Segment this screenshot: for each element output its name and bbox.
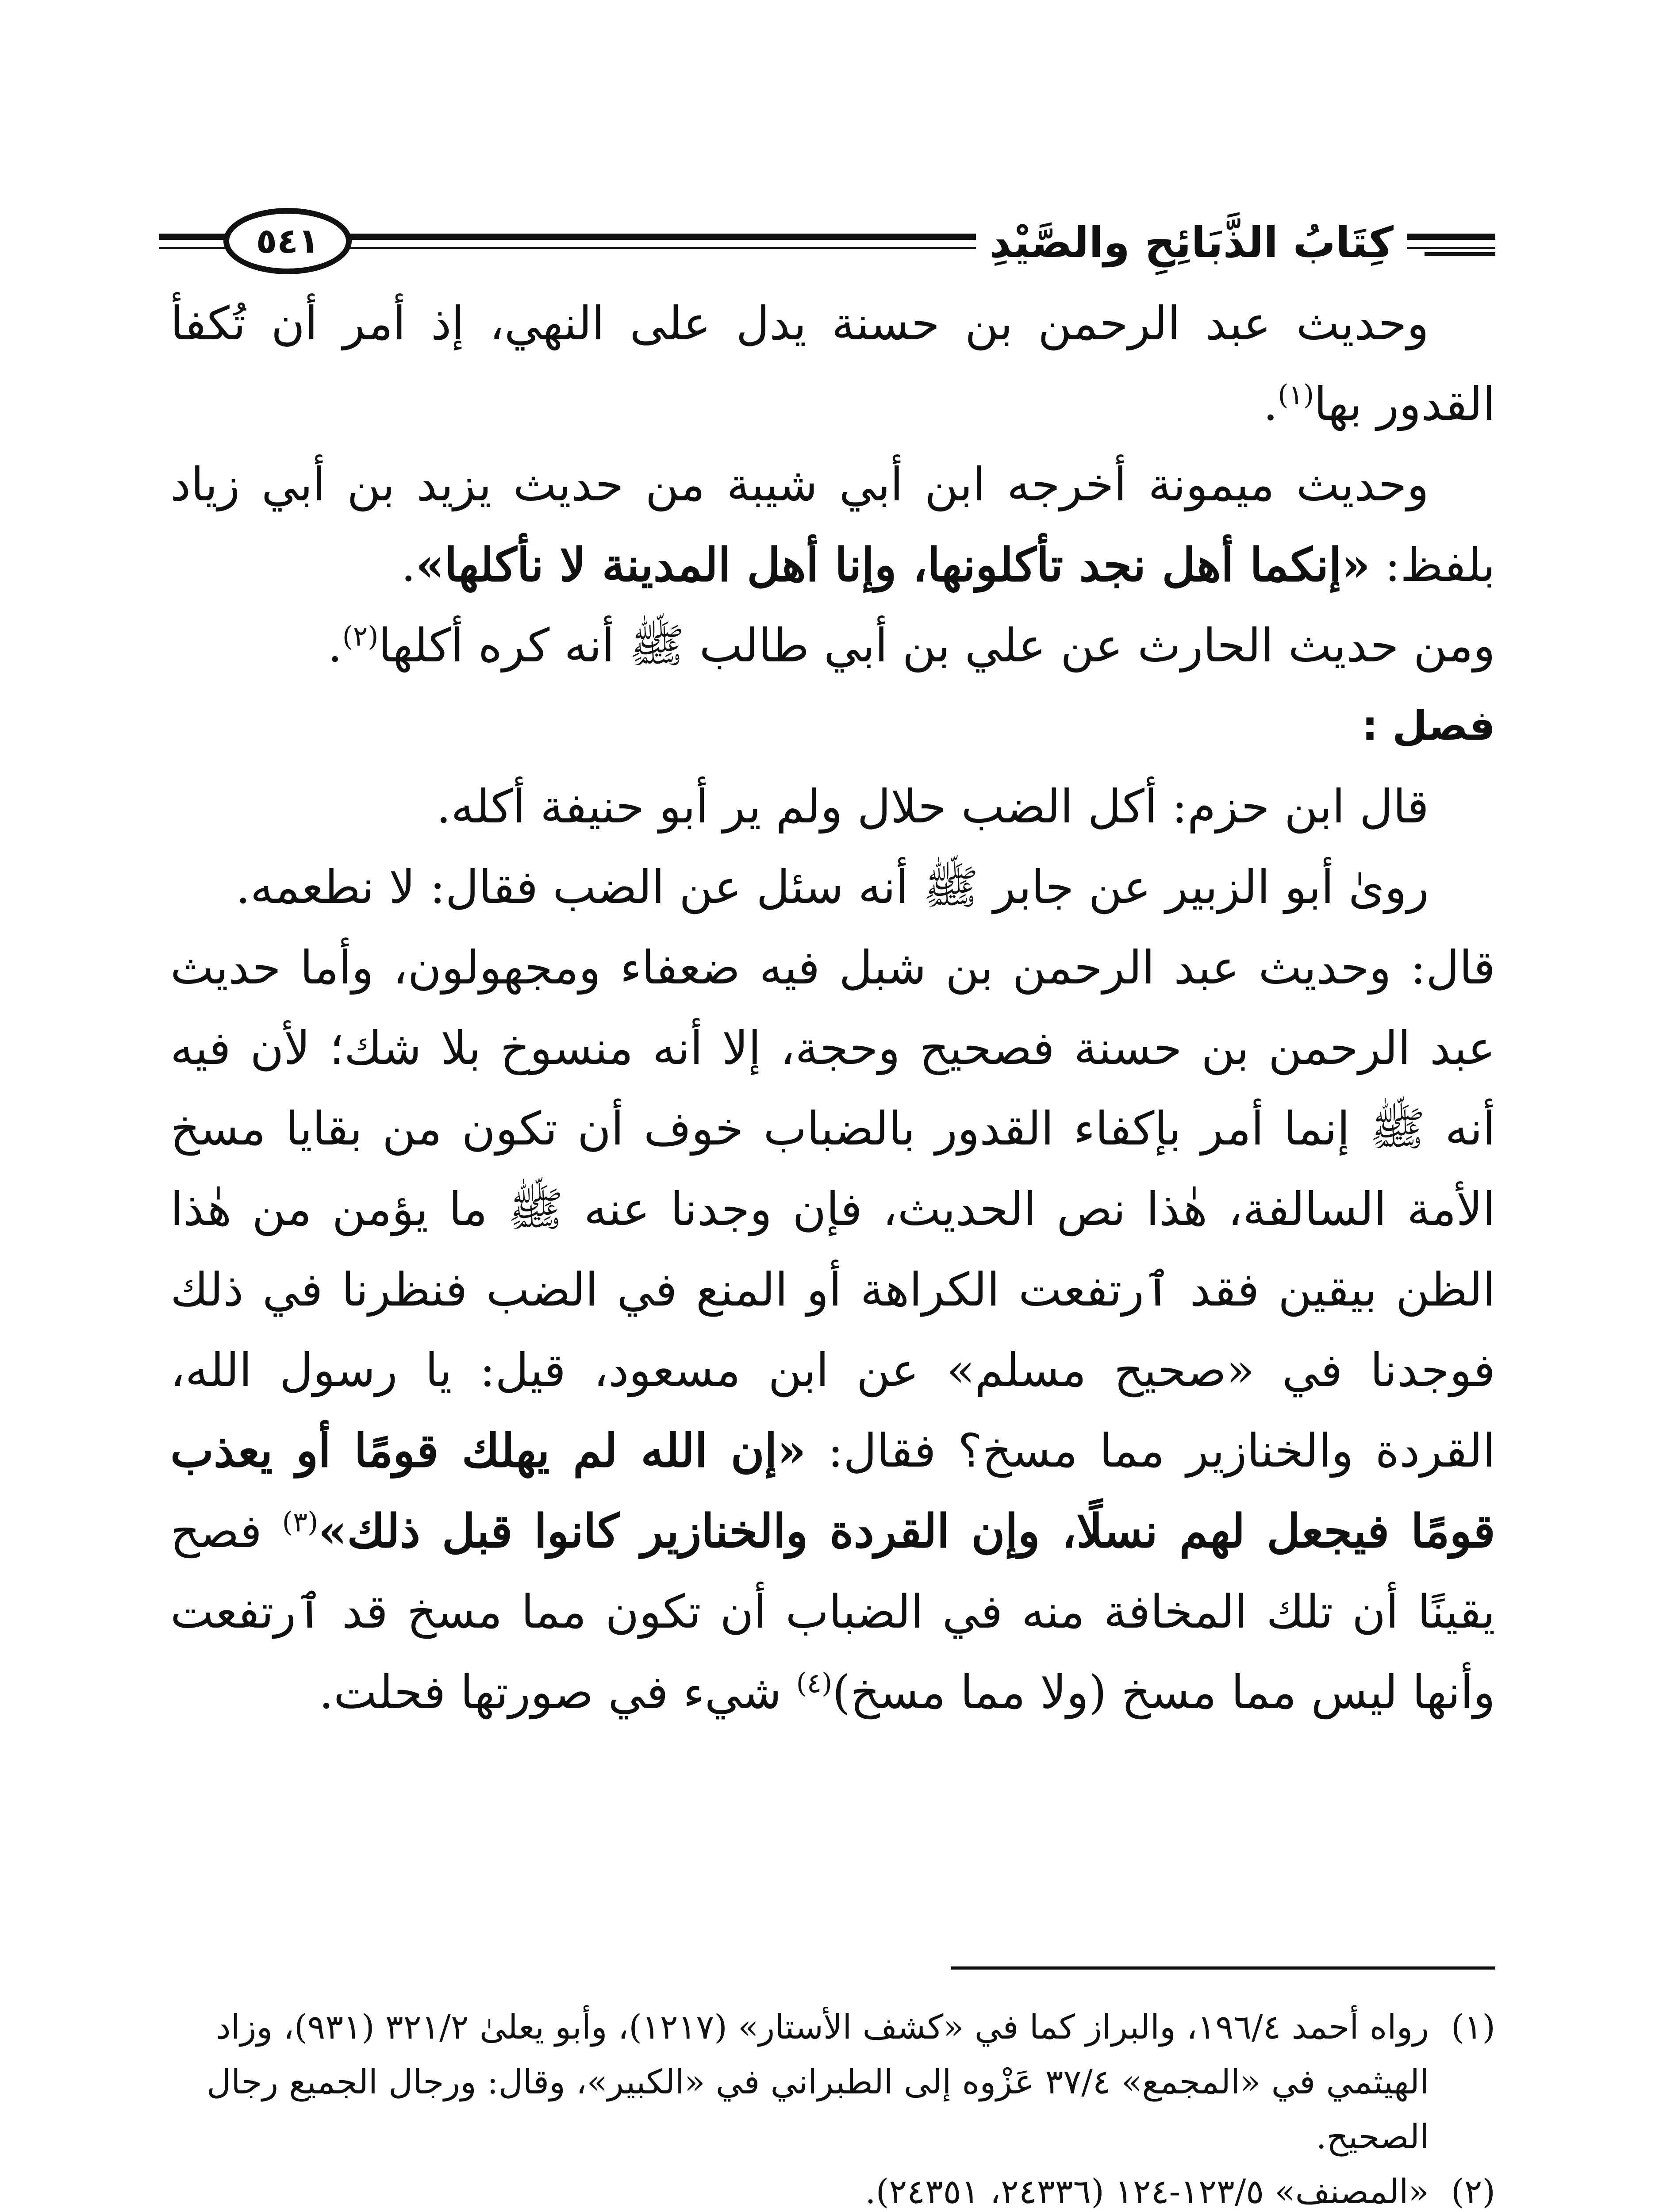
page-header [159, 208, 1495, 279]
paragraph-4: قال ابن حزم: أكل الضب حلال ولم ير أبو حنيفة أكله. [436, 780, 1429, 833]
footnote-ref-1: (١) [1278, 378, 1314, 411]
page-number: ٥٤١ [223, 208, 352, 274]
footnote-1: (١) رواه أحمد ١٩٦/٤، والبراز كما في «كشف الأستار» (١٢١٧)، وأبو يعلىٰ ٣٢١/٢ (٩٣١)، وزاد الهيثمي في «المجمع» ٣٧/٤ عَزْوه إلى الطبراني في «الكبير»، وقال: ورجال الجميع رجال الصحيح. [206, 2007, 1495, 2156]
paragraph-1: وحديث عبد الرحمن بن حسنة يدل على النهي، إذ أمر أن تُكفأ القدور بها$^{(١)}$. [170, 296, 1495, 431]
main-text [170, 283, 1495, 1732]
footnote-ref-2: (٢) [342, 620, 379, 653]
footnote-ref-4: (٤) [796, 1667, 833, 1699]
footnote-2: (٢) «المصنف» ١٢٣/٥-١٢٤ (٢٤٣٣٦، ٢٤٣٥١). [865, 2172, 1495, 2211]
section-heading: فصل : [1362, 702, 1495, 749]
header-rule-right-end [1425, 252, 1495, 256]
paragraph-3: ومن حديث الحارث عن علي بن أبي طالب ﷺ أنه كره أكلها$^{(٢)}$. [327, 618, 1495, 672]
paragraph-6: قال: وحديث عبد الرحمن بن شبل فيه ضعفاء ومجهولون، وأما حديث عبد الرحمن بن حسنة فصحيح وحجة، إلا أنه منسوخ بلا شك؛ لأن فيه أنه ﷺ إنما أمر بإكفاء القدور بالضباب خوف أن تكون من بقايا مسخ الأمة السالفة، هٰذا نص الحديث، فإن وجدنا عنه ﷺ ما يؤمن من هٰذا الظن بيقين فقد ٱرتفعت الكراهة أو المنع في الضب فنظرنا في ذلك فوجدنا في «صحيح مسلم» عن ابن مسعود، قيل: يا رسول الله، القردة والخنازير مما مسخ؟ فقال: «إن الله لم يهلك قومًا أو يعذب قومًا فيجعل لهم نسلًا، وإن القردة والخنازير كانوا قبل ذلك»$^{(٣)}$ فصح يقينًا أن تلك المخافة منه في الضباب أن تكون مما مسخ قد ٱرتفعت وأنها ليس مما مسخ (ولا مما مسخ)$^{(٤)}$ شيء في صورتها فحلت. [170, 941, 1495, 1719]
quoted-hadith-2: «إن الله لم يهلك قومًا أو يعذب قومًا فيجعل لهم نسلًا، وإن القردة والخنازير كانوا قبل ذلك» [170, 1423, 1495, 1558]
quoted-hadith: «إنكما أهل نجد تأكلونها، وإنا أهل المدينة لا نأكلها» [415, 538, 1371, 592]
paragraph-2: وحديث ميمونة أخرجه ابن أبي شيبة من حديث يزيد بن أبي زياد بلفظ: «إنكما أهل نجد تأكلونها، وإنا أهل المدينة لا نأكلها». [170, 457, 1495, 592]
footnote-ref-3: (٣) [282, 1505, 319, 1538]
footnote-separator [951, 1966, 1495, 1970]
footnotes [170, 2000, 1495, 2212]
paragraph-5: رویٰ أبو الزبير عن جابر ﷺ أنه سئل عن الضب فقال: لا نطعمه. [235, 860, 1429, 914]
running-title: كِتَابُ الذَّبَائِحِ والصَّيْدِ [976, 216, 1407, 269]
